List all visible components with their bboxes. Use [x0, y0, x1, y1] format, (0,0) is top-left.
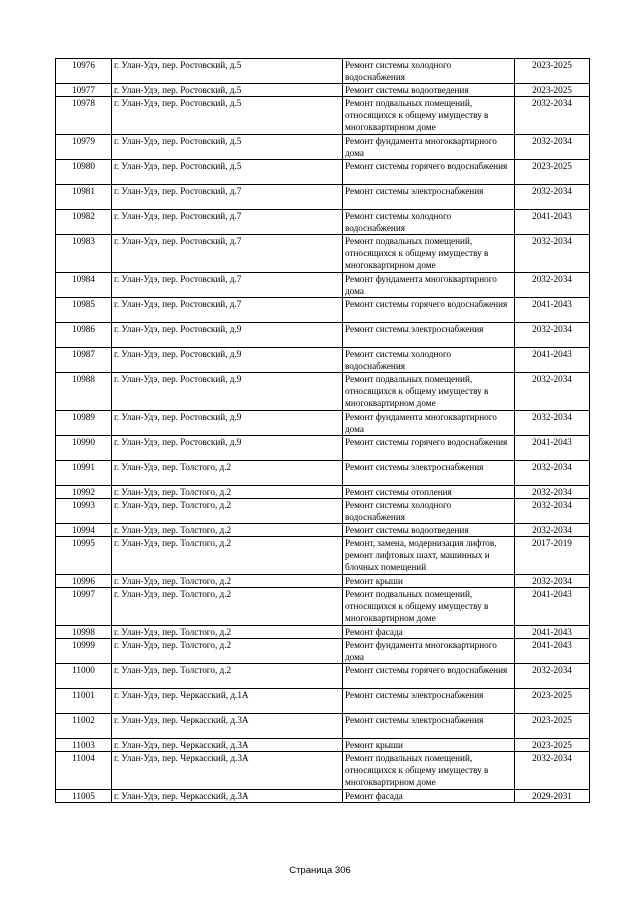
row-address: г. Улан-Удэ, пер. Толстого, д.2	[112, 499, 343, 524]
table-row	[56, 373, 590, 411]
row-number: 10995	[56, 537, 112, 575]
row-number: 10998	[56, 626, 112, 639]
row-period: 2041-2043	[515, 639, 590, 664]
row-number: 10977	[56, 84, 112, 97]
row-number: 10979	[56, 135, 112, 160]
row-number: 10999	[56, 639, 112, 664]
row-work-type: Ремонт подвальных помещений, относящихся к общему имуществу в многоквартирном доме	[343, 373, 515, 411]
row-period: 2023-2025	[515, 59, 590, 84]
row-work-type: Ремонт подвальных помещений, относящихся к общему имуществу в многоквартирном доме	[343, 235, 515, 273]
row-address: г. Улан-Удэ, пер. Ростовский, д.9	[112, 348, 343, 373]
row-number: 10988	[56, 373, 112, 411]
row-number: 10993	[56, 499, 112, 524]
row-work-type: Ремонт системы электроснабжения	[343, 461, 515, 486]
row-number: 10987	[56, 348, 112, 373]
table-row	[56, 739, 590, 752]
row-work-type: Ремонт крыши	[343, 739, 515, 752]
table-row	[56, 298, 590, 323]
row-work-type: Ремонт системы холодного водоснабжения	[343, 210, 515, 235]
row-number: 11005	[56, 790, 112, 803]
row-address: г. Улан-Удэ, пер. Толстого, д.2	[112, 461, 343, 486]
row-period: 2032-2034	[515, 664, 590, 689]
row-period: 2041-2043	[515, 626, 590, 639]
row-number: 10994	[56, 524, 112, 537]
row-number: 10986	[56, 323, 112, 348]
table-row	[56, 348, 590, 373]
row-period: 2032-2034	[515, 752, 590, 790]
row-work-type: Ремонт фундамента многоквартирного дома	[343, 135, 515, 160]
row-work-type: Ремонт подвальных помещений, относящихся к общему имуществу в многоквартирном доме	[343, 588, 515, 626]
row-address: г. Улан-Удэ, пер. Черкасский, д.3А	[112, 790, 343, 803]
table-row	[56, 59, 590, 84]
row-number: 10984	[56, 273, 112, 298]
row-address: г. Улан-Удэ, пер. Ростовский, д.7	[112, 235, 343, 273]
row-period: 2032-2034	[515, 499, 590, 524]
row-address: г. Улан-Удэ, пер. Толстого, д.2	[112, 664, 343, 689]
row-period: 2041-2043	[515, 298, 590, 323]
row-work-type: Ремонт системы водоотведения	[343, 524, 515, 537]
row-work-type: Ремонт системы электроснабжения	[343, 689, 515, 714]
row-period: 2032-2034	[515, 575, 590, 588]
row-number: 10997	[56, 588, 112, 626]
row-address: г. Улан-Удэ, пер. Черкасский, д.1А	[112, 689, 343, 714]
table-row	[56, 664, 590, 689]
table-row	[56, 639, 590, 664]
table-row	[56, 626, 590, 639]
row-work-type: Ремонт системы электроснабжения	[343, 714, 515, 739]
row-period: 2041-2043	[515, 348, 590, 373]
table-row	[56, 575, 590, 588]
row-period: 2032-2034	[515, 411, 590, 436]
row-work-type: Ремонт системы отопления	[343, 486, 515, 499]
row-period: 2023-2025	[515, 84, 590, 97]
table-row	[56, 210, 590, 235]
row-address: г. Улан-Удэ, пер. Толстого, д.2	[112, 524, 343, 537]
table-body	[56, 59, 590, 803]
table-row	[56, 97, 590, 135]
row-address: г. Улан-Удэ, пер. Толстого, д.2	[112, 626, 343, 639]
row-period: 2041-2043	[515, 210, 590, 235]
row-address: г. Улан-Удэ, пер. Ростовский, д.9	[112, 373, 343, 411]
row-period: 2032-2034	[515, 273, 590, 298]
row-period: 2041-2043	[515, 588, 590, 626]
row-address: г. Улан-Удэ, пер. Ростовский, д.9	[112, 411, 343, 436]
row-work-type: Ремонт системы электроснабжения	[343, 185, 515, 210]
row-number: 10976	[56, 59, 112, 84]
row-work-type: Ремонт фасада	[343, 790, 515, 803]
row-work-type: Ремонт системы горячего водоснабжения	[343, 160, 515, 185]
table-row	[56, 499, 590, 524]
row-address: г. Улан-Удэ, пер. Ростовский, д.5	[112, 59, 343, 84]
row-number: 10983	[56, 235, 112, 273]
row-number: 11003	[56, 739, 112, 752]
row-number: 10996	[56, 575, 112, 588]
row-period: 2029-2031	[515, 790, 590, 803]
row-number: 10978	[56, 97, 112, 135]
row-number: 10981	[56, 185, 112, 210]
row-period: 2017-2019	[515, 537, 590, 575]
table-row	[56, 323, 590, 348]
row-address: г. Улан-Удэ, пер. Толстого, д.2	[112, 588, 343, 626]
row-period: 2032-2034	[515, 135, 590, 160]
table-row	[56, 486, 590, 499]
table-row	[56, 84, 590, 97]
row-period: 2023-2025	[515, 739, 590, 752]
table-row	[56, 689, 590, 714]
row-address: г. Улан-Удэ, пер. Толстого, д.2	[112, 639, 343, 664]
row-work-type: Ремонт фасада	[343, 626, 515, 639]
row-period: 2023-2025	[515, 714, 590, 739]
row-address: г. Улан-Удэ, пер. Толстого, д.2	[112, 486, 343, 499]
row-period: 2032-2034	[515, 524, 590, 537]
row-period: 2032-2034	[515, 97, 590, 135]
row-address: г. Улан-Удэ, пер. Ростовский, д.9	[112, 323, 343, 348]
row-period: 2032-2034	[515, 235, 590, 273]
row-address: г. Улан-Удэ, пер. Черкасский, д.3А	[112, 714, 343, 739]
row-address: г. Улан-Удэ, пер. Толстого, д.2	[112, 537, 343, 575]
table-row	[56, 588, 590, 626]
row-address: г. Улан-Удэ, пер. Ростовский, д.7	[112, 273, 343, 298]
row-period: 2023-2025	[515, 689, 590, 714]
row-number: 10989	[56, 411, 112, 436]
table-row	[56, 436, 590, 461]
row-work-type: Ремонт подвальных помещений, относящихся к общему имуществу в многоквартирном доме	[343, 97, 515, 135]
row-work-type: Ремонт фундамента многоквартирного дома	[343, 273, 515, 298]
row-work-type: Ремонт системы электроснабжения	[343, 323, 515, 348]
repair-schedule-table	[55, 58, 590, 803]
row-number: 10992	[56, 486, 112, 499]
row-number: 11002	[56, 714, 112, 739]
row-period: 2032-2034	[515, 486, 590, 499]
row-work-type: Ремонт фундамента многоквартирного дома	[343, 639, 515, 664]
row-period: 2041-2043	[515, 436, 590, 461]
row-work-type: Ремонт системы холодного водоснабжения	[343, 499, 515, 524]
row-address: г. Улан-Удэ, пер. Толстого, д.2	[112, 575, 343, 588]
row-address: г. Улан-Удэ, пер. Ростовский, д.7	[112, 298, 343, 323]
row-work-type: Ремонт системы горячего водоснабжения	[343, 436, 515, 461]
row-address: г. Улан-Удэ, пер. Черкасский, д.3А	[112, 752, 343, 790]
row-period: 2032-2034	[515, 461, 590, 486]
row-work-type: Ремонт системы холодного водоснабжения	[343, 59, 515, 84]
table-row	[56, 185, 590, 210]
row-work-type: Ремонт подвальных помещений, относящихся к общему имуществу в многоквартирном доме	[343, 752, 515, 790]
row-number: 10991	[56, 461, 112, 486]
row-period: 2032-2034	[515, 323, 590, 348]
table-row	[56, 790, 590, 803]
row-number: 11004	[56, 752, 112, 790]
table-row	[56, 160, 590, 185]
row-number: 10985	[56, 298, 112, 323]
row-address: г. Улан-Удэ, пер. Ростовский, д.5	[112, 160, 343, 185]
table-row	[56, 461, 590, 486]
row-work-type: Ремонт системы горячего водоснабжения	[343, 664, 515, 689]
row-work-type: Ремонт, замена, модернизация лифтов, ремонт лифтовых шахт, машинных и блочных помещений	[343, 537, 515, 575]
row-address: г. Улан-Удэ, пер. Ростовский, д.9	[112, 436, 343, 461]
row-work-type: Ремонт крыши	[343, 575, 515, 588]
row-number: 11001	[56, 689, 112, 714]
table-row	[56, 714, 590, 739]
row-work-type: Ремонт системы водоотведения	[343, 84, 515, 97]
table-row	[56, 135, 590, 160]
row-address: г. Улан-Удэ, пер. Ростовский, д.5	[112, 97, 343, 135]
row-address: г. Улан-Удэ, пер. Ростовский, д.5	[112, 84, 343, 97]
row-address: г. Улан-Удэ, пер. Ростовский, д.7	[112, 185, 343, 210]
row-address: г. Улан-Удэ, пер. Ростовский, д.7	[112, 210, 343, 235]
table-row	[56, 235, 590, 273]
row-number: 10980	[56, 160, 112, 185]
row-work-type: Ремонт системы горячего водоснабжения	[343, 298, 515, 323]
row-number: 10982	[56, 210, 112, 235]
table-row	[56, 273, 590, 298]
table-row	[56, 524, 590, 537]
row-number: 11000	[56, 664, 112, 689]
row-address: г. Улан-Удэ, пер. Ростовский, д.5	[112, 135, 343, 160]
row-period: 2032-2034	[515, 373, 590, 411]
row-period: 2023-2025	[515, 160, 590, 185]
row-work-type: Ремонт фундамента многоквартирного дома	[343, 411, 515, 436]
table-row	[56, 537, 590, 575]
row-period: 2032-2034	[515, 185, 590, 210]
row-address: г. Улан-Удэ, пер. Черкасский, д.3А	[112, 739, 343, 752]
page-number: Страница 306	[289, 865, 351, 876]
table-row	[56, 752, 590, 790]
row-work-type: Ремонт системы холодного водоснабжения	[343, 348, 515, 373]
table-row	[56, 411, 590, 436]
row-number: 10990	[56, 436, 112, 461]
